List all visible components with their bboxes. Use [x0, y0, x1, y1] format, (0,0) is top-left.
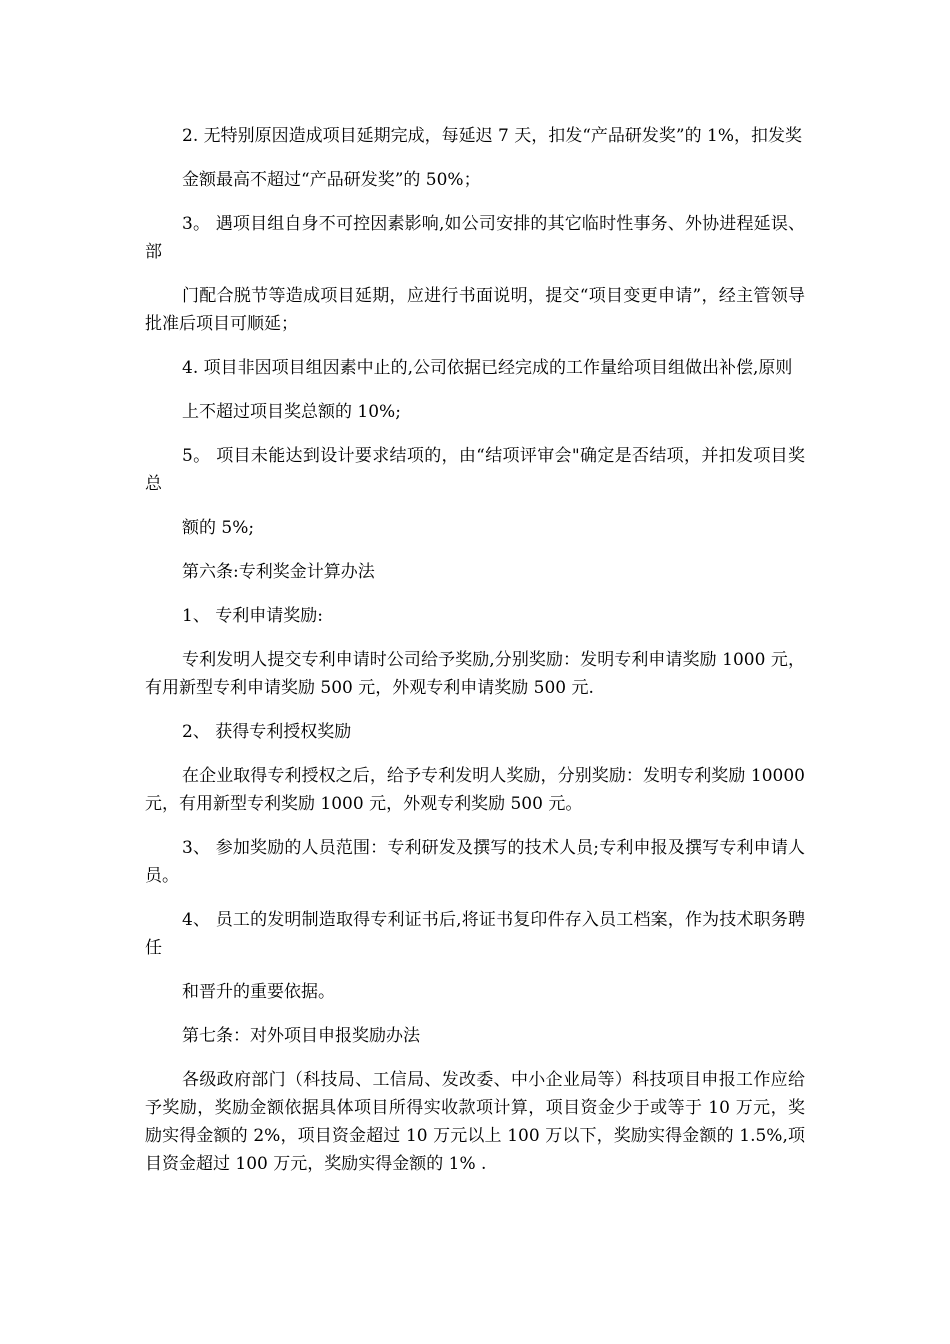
paragraph-delay-penalty-cap: 金额最高不超过“产品研发奖”的 50%；: [182, 170, 481, 190]
section-heading-article-7: 第七条：对外项目申报奖励办法: [182, 1026, 420, 1046]
paragraph-termination-cap: 上不超过项目奖总额的 10%;: [182, 402, 401, 422]
paragraph-uncontrollable-factors: 3。 遇项目组自身不可控因素影响,如公司安排的其它临时性事务、外协进程延误、部: [145, 214, 805, 262]
paragraph-design-penalty: 额的 5%;: [182, 518, 255, 538]
paragraph-project-termination: 4. 项目非因项目组因素中止的,公司依据已经完成的工作量给项目组做出补偿,原则: [182, 358, 793, 378]
paragraph-patent-application-heading: 1、 专利申请奖励:: [182, 606, 323, 626]
paragraph-promotion-basis: 和晋升的重要依据。: [182, 982, 335, 1002]
paragraph-patent-grant-reward: 在企业取得专利授权之后，给予专利发明人奖励，分别奖励：发明专利奖励 10000 元，有用新型专利奖励 1000 元，外观专利奖励 500 元。: [145, 766, 805, 814]
paragraph-delay-penalty: 2. 无特别原因造成项目延期完成，每延迟 7 天，扣发“产品研发奖”的 1%，扣发奖: [182, 126, 803, 146]
section-heading-article-6: 第六条:专利奖金计算办法: [182, 562, 375, 582]
document-page: [145, 122, 805, 1194]
paragraph-patent-certificate: 4、 员工的发明制造取得专利证书后,将证书复印件存入员工档案，作为技术职务聘任: [145, 910, 805, 958]
paragraph-change-request: 门配合脱节等造成项目延期，应进行书面说明，提交“项目变更申请”，经主管领导批准后项目可顺延；: [145, 286, 805, 334]
paragraph-patent-application-reward: 专利发明人提交专利申请时公司给予奖励,分别奖励：发明专利申请奖励 1000 元，有用新型专利申请奖励 500 元，外观专利申请奖励 500 元.: [145, 650, 805, 698]
paragraph-design-requirements: 5。 项目未能达到设计要求结项的，由“结项评审会"确定是否结项，并扣发项目奖总: [145, 446, 805, 494]
paragraph-patent-grant-heading: 2、 获得专利授权奖励: [182, 722, 352, 742]
paragraph-external-project-reward: 各级政府部门（科技局、工信局、发改委、中小企业局等）科技项目申报工作应给予奖励，奖励金额依据具体项目所得实收款项计算，项目资金少于或等于 10 万元，奖励实得金额的 2%，项目资金超过 10 万元以上 100 万以下，奖励实得金额的 1.5%,项目资金超过 100 万元，奖励实得金额的 1% .: [145, 1070, 805, 1174]
paragraph-reward-scope: 3、 参加奖励的人员范围：专利研发及撰写的技术人员;专利申报及撰写专利申请人员。: [145, 838, 805, 886]
